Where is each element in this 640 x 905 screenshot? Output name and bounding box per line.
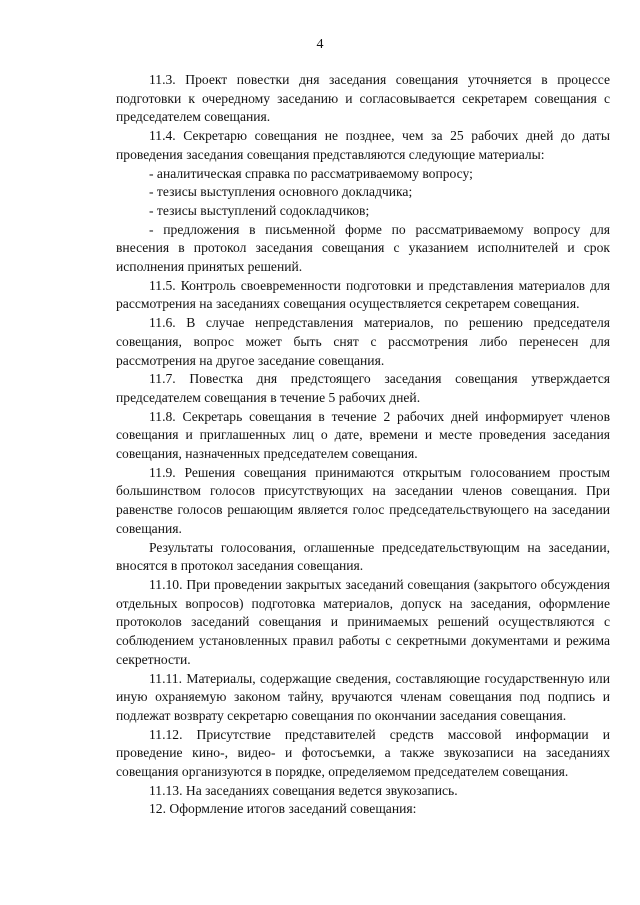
list-item-analytical-report: - аналитическая справка по рассматриваемому вопросу; <box>149 165 473 181</box>
paragraph-11-13: 11.13. На заседаниях совещания ведется звукозапись. <box>149 782 458 798</box>
paragraph-11-12: 11.12. Присутствие представителей средств массовой информации и проведение кино-, видео- и фотосъемки, а также звукозаписи на заседаниях совещания организуются в порядке, определяемом председателем совещания. <box>116 726 610 780</box>
paragraph-11-3: 11.3. Проект повестки дня заседания совещания уточняется в процессе подготовки к очередному заседанию и согласовывается секретарем совещания с председателем совещания. <box>116 72 610 125</box>
list-item-written-proposals: - предложения в письменной форме по рассматриваемому вопросу для внесения в протокол заседания совещания с указанием исполнителей и срок исполнения принятых решений. <box>116 221 610 275</box>
paragraph-voting-results: Результаты голосования, оглашенные председательствующим на заседании, вносятся в протокол заседания совещания. <box>116 539 610 574</box>
page-number: 4 <box>316 37 324 52</box>
paragraph-11-10: 11.10. При проведении закрытых заседаний совещания (закрытого обсуждения отдельных вопросов) подготовка материалов, допуск на заседания, оформление протоколов заседаний совещания и принимаемых решений осуществляются с соблюдением установленных правил работы с секретными документами и режима секретности. <box>116 576 610 667</box>
list-item-main-speaker-theses: - тезисы выступления основного докладчика; <box>149 184 413 200</box>
section-12-heading: 12. Оформление итогов заседаний совещания: <box>149 801 417 817</box>
paragraph-11-7: 11.7. Повестка дня предстоящего заседания совещания утверждается председателем совещания в течение 5 рабочих дней. <box>116 371 610 405</box>
paragraph-11-6: 11.6. В случае непредставления материалов, по решению председателя совещания, вопрос может быть снят с рассмотрения либо перенесен для рассмотрения на другое заседание совещания. <box>116 315 610 368</box>
list-item-co-speaker-theses: - тезисы выступлений содокладчиков; <box>149 202 370 218</box>
paragraph-11-5: 11.5. Контроль своевременности подготовки и представления материалов для рассмотрения на заседаниях совещания осуществляется секретарем совещания. <box>116 277 610 312</box>
paragraph-11-8: 11.8. Секретарь совещания в течение 2 рабочих дней информирует членов совещания и приглашенных лиц о дате, времени и месте проведения заседания совещания, назначенных председателем совещания. <box>116 408 610 462</box>
paragraph-11-4: 11.4. Секретарю совещания не позднее, чем за 25 рабочих дней до даты проведения заседания совещания представляются следующие материалы: <box>116 128 610 162</box>
paragraph-11-11: 11.11. Материалы, содержащие сведения, составляющие государственную или иную охраняемую законом тайну, вручаются членам совещания под подпись и подлежат возврату секретарю совещания по окончании заседания совещания. <box>116 670 610 723</box>
paragraph-11-9: 11.9. Решения совещания принимаются открытым голосованием простым большинством голосов присутствующих на заседании членов совещания. При равенстве голосов решающим является голос председательствующего на заседании совещания. <box>116 464 610 536</box>
document-body <box>116 71 610 819</box>
